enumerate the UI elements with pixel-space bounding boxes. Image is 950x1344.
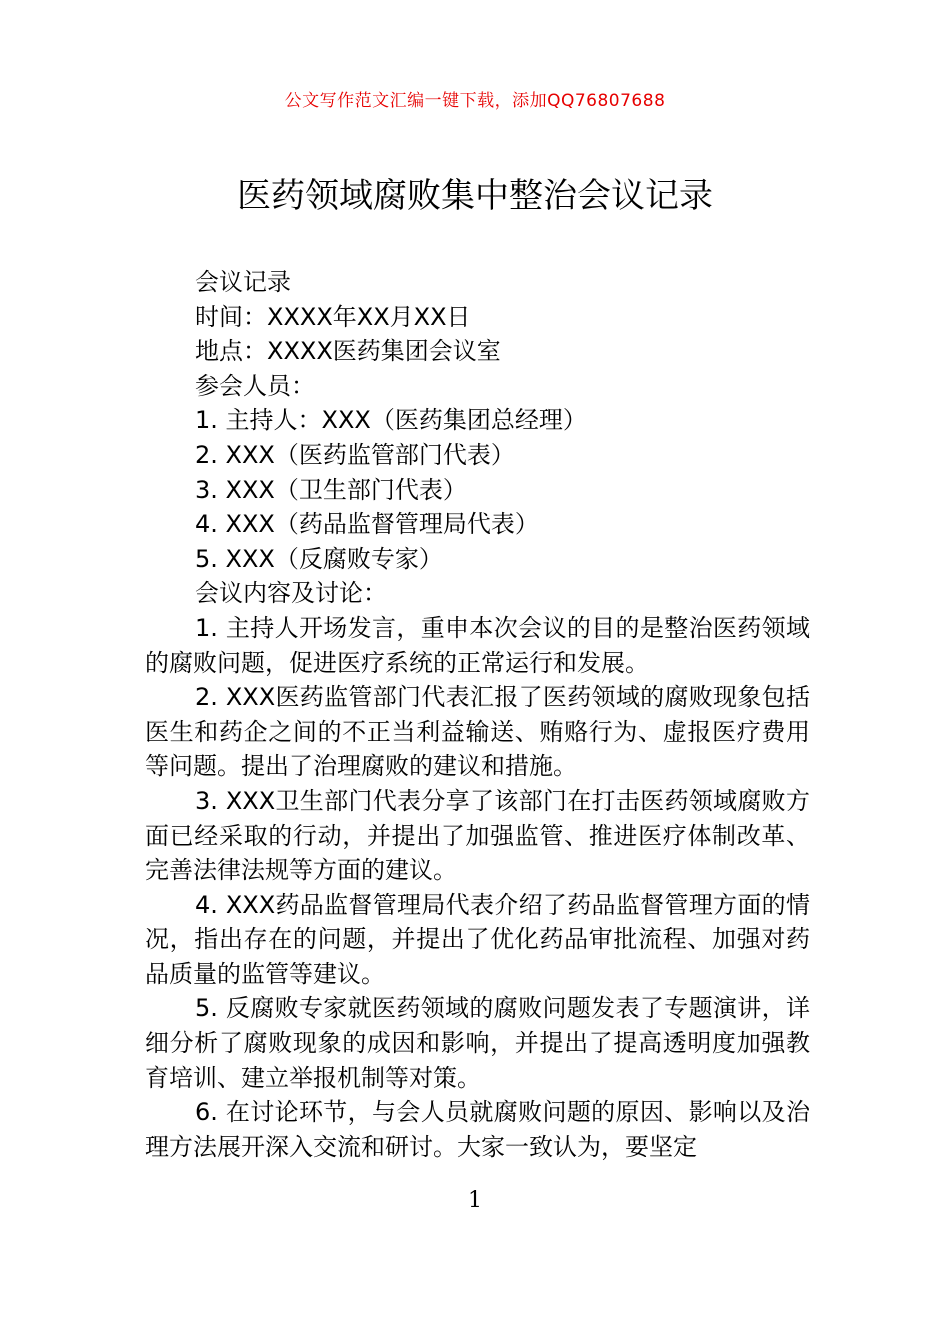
- attendee-item: 5. XXX（反腐败专家）: [195, 544, 443, 573]
- record-label: 会议记录: [195, 268, 291, 296]
- document-title: 医药领域腐败集中整治会议记录: [237, 176, 713, 216]
- attendee-item: 4. XXX（药品监督管理局代表）: [195, 510, 539, 539]
- discussion-paragraph: 5. 反腐败专家就医药领域的腐败问题发表了专题演讲，详细分析了腐败现象的成因和影响，并提出了提高透明度加强教育培训、建立举报机制等对策。: [145, 994, 810, 1092]
- attendee-item: 3. XXX（卫生部门代表）: [195, 475, 467, 504]
- attendee-item: 2. XXX（医药监管部门代表）: [195, 440, 515, 469]
- discussion-paragraph: 6. 在讨论环节，与会人员就腐败问题的原因、影响以及治理方法展开深入交流和研讨。大家一致认为，要坚定: [145, 1098, 810, 1161]
- discussion-paragraph: 1. 主持人开场发言，重申本次会议的目的是整治医药领域的腐败问题，促进医疗系统的正常运行和发展。: [145, 613, 810, 677]
- document-body: [145, 265, 810, 1164]
- attendee-item: 1. 主持人：XXX（医药集团总经理）: [195, 406, 587, 435]
- discussion-paragraph: 2. XXX医药监管部门代表汇报了医药领域的腐败现象包括医生和药企之间的不正当利益输送、贿赂行为、虚报医疗费用等问题。提出了治理腐败的建议和措施。: [145, 683, 810, 781]
- page-number: 1: [468, 1188, 482, 1213]
- header-note: 公文写作范文汇编一键下载，添加QQ76807688: [284, 91, 666, 111]
- content-heading: 会议内容及讨论：: [195, 579, 387, 608]
- meeting-time: 时间：XXXX年XX月XX日: [195, 302, 471, 331]
- discussion-paragraph: 3. XXX卫生部门代表分享了该部门在打击医药领域腐败方面已经采取的行动，并提出了加强监管、推进医疗体制改革、完善法律法规等方面的建议。: [145, 786, 810, 885]
- meeting-location: 地点：XXXX医药集团会议室: [195, 337, 501, 366]
- attendees-heading: 参会人员：: [195, 371, 315, 400]
- discussion-paragraph: 4. XXX药品监督管理局代表介绍了药品监督管理方面的情况，指出存在的问题，并提出了优化药品审批流程、加强对药品质量的监管等建议。: [145, 890, 810, 988]
